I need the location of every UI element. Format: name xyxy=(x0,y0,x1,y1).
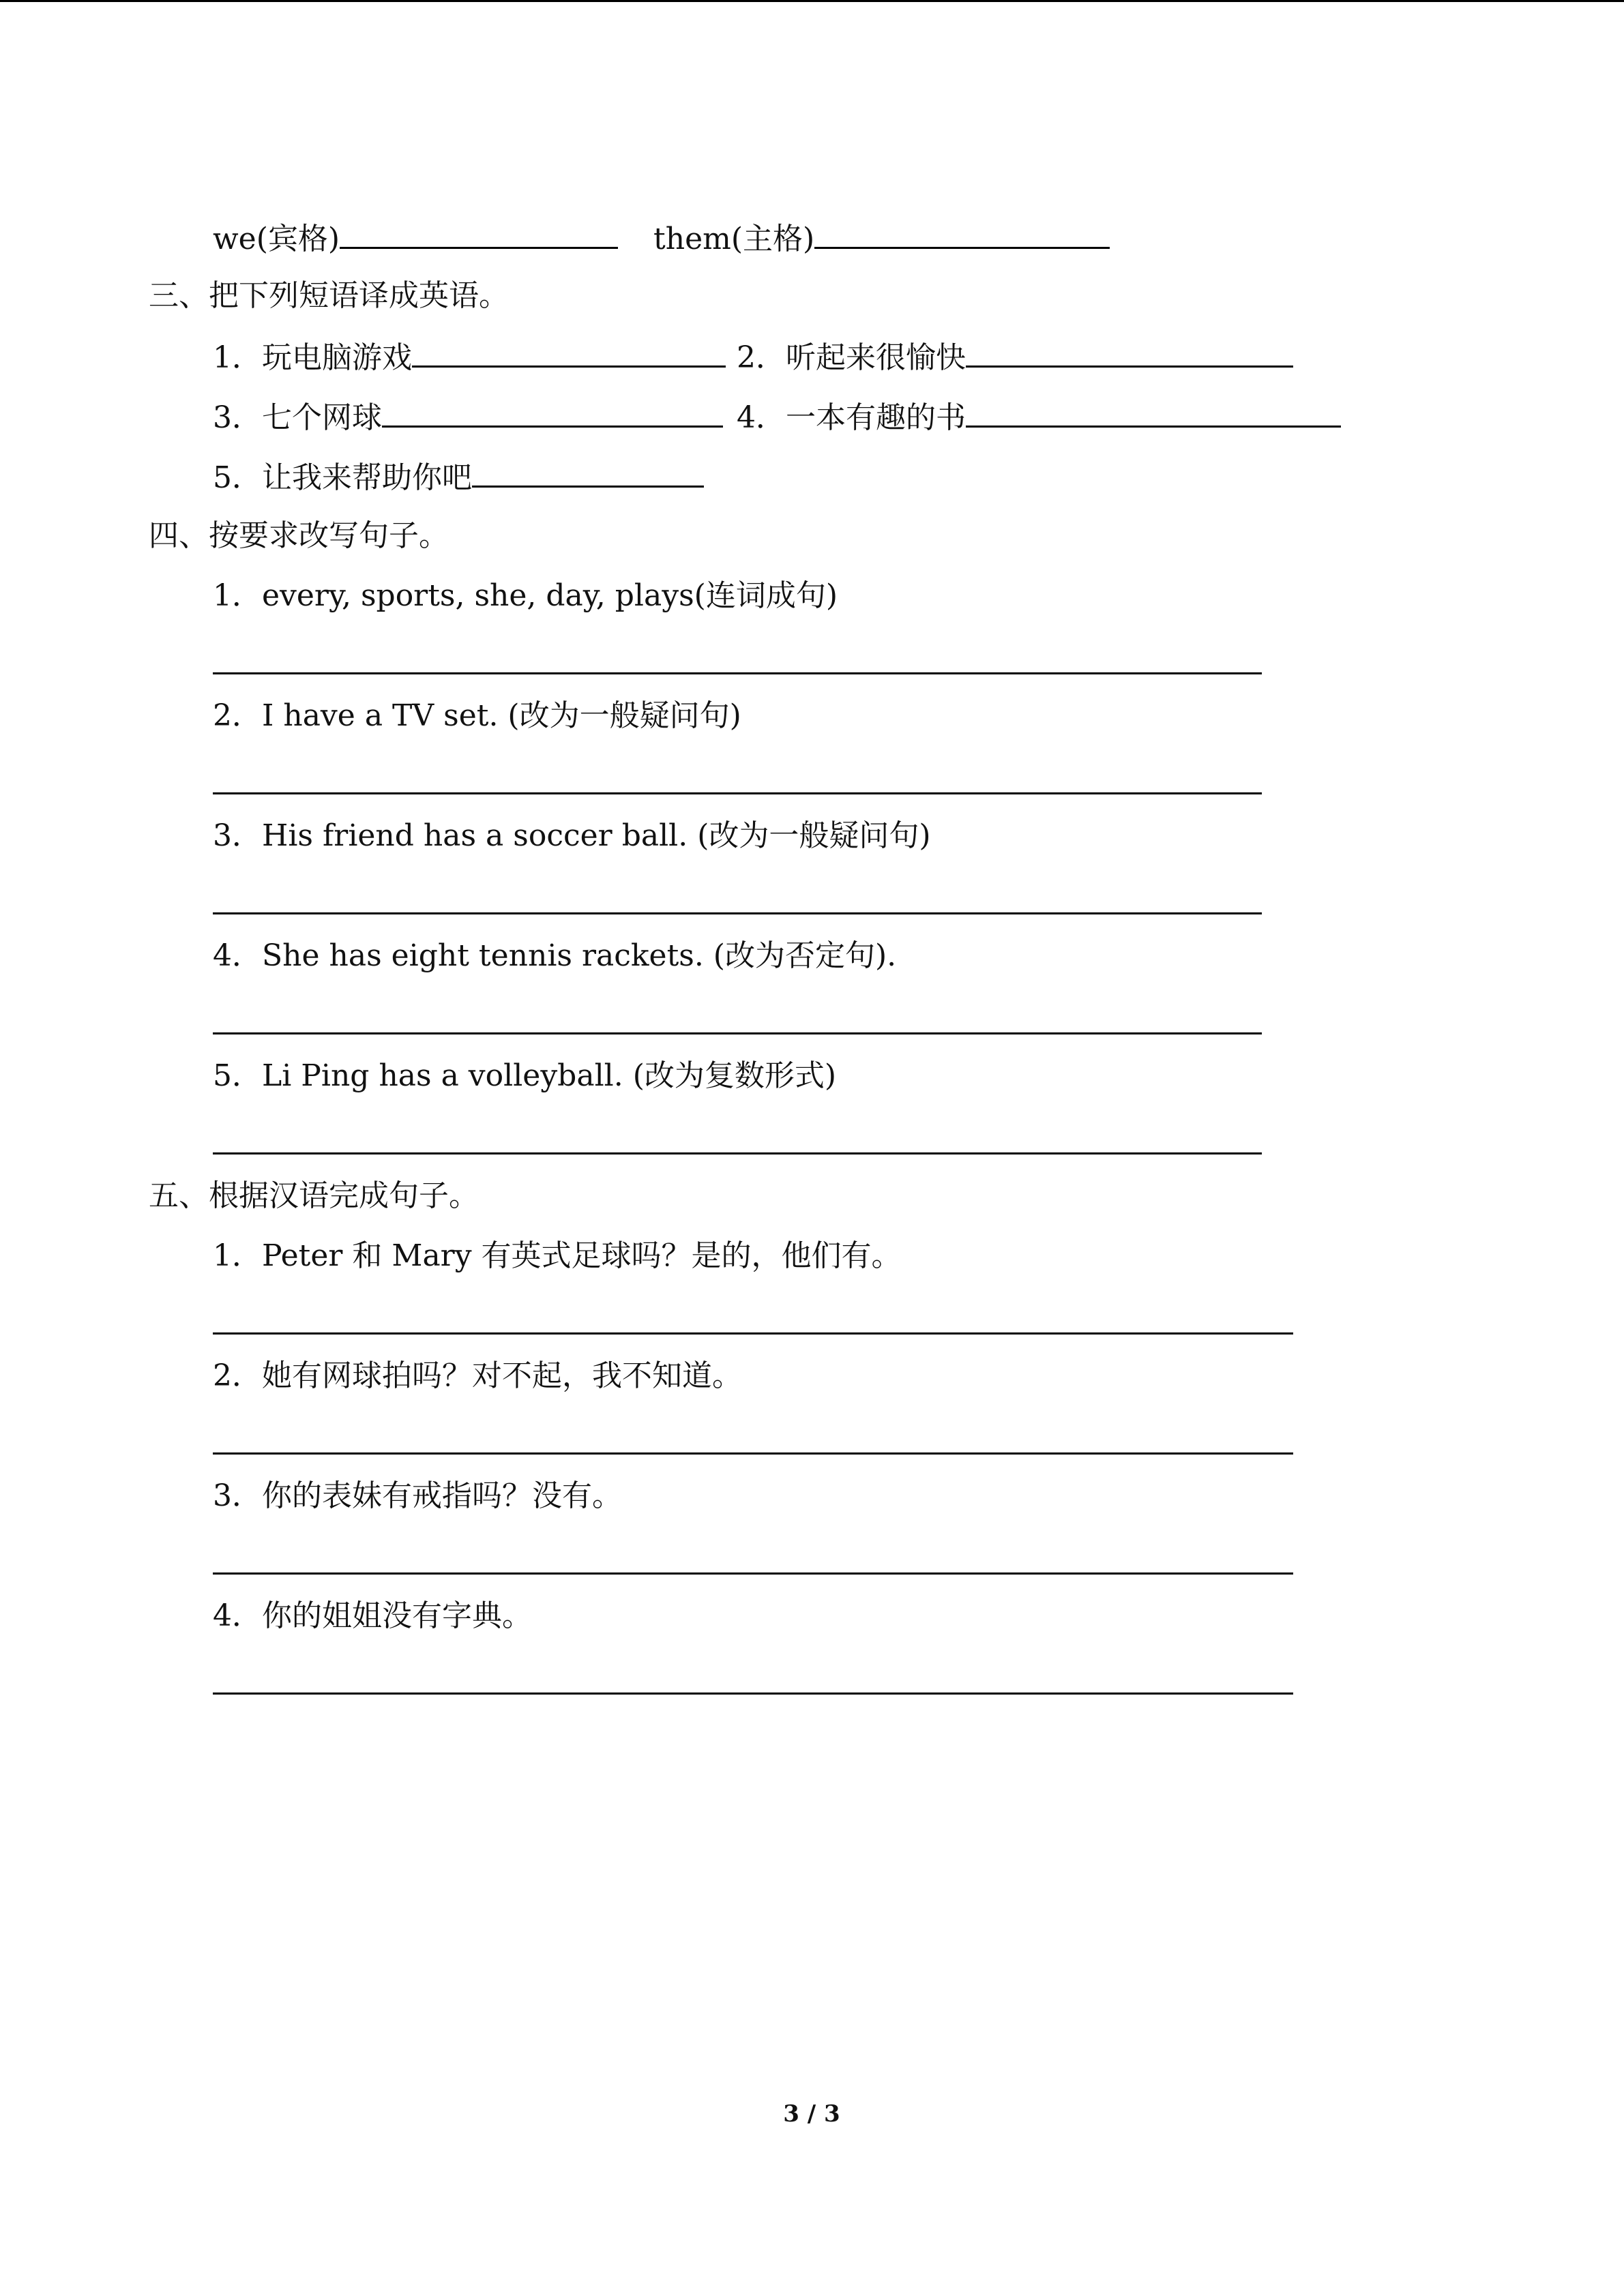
pronoun-them-label: them(主格) xyxy=(653,222,815,256)
answer-blank[interactable] xyxy=(340,217,618,249)
rewrite-item-4: 4．She has eight tennis rackets. (改为否定句). xyxy=(213,938,897,973)
pronoun-we-label: we(宾格) xyxy=(213,222,340,256)
answer-blank[interactable] xyxy=(966,396,1341,428)
answer-blank[interactable] xyxy=(966,336,1293,368)
rewrite-item-3: 3．His friend has a soccer ball. (改为一般疑问句) xyxy=(213,818,931,853)
page-number: 3 / 3 xyxy=(783,2100,840,2128)
section-5-heading: 五、根据汉语完成句子。 xyxy=(149,1178,479,1213)
phrase-item-4: 4．一本有趣的书 xyxy=(737,396,1341,438)
rewrite-item-1: 1．every, sports, she, day, plays(连词成句) xyxy=(213,578,838,613)
translate-item-4: 4．你的姐姐没有字典。 xyxy=(213,1598,532,1633)
answer-line[interactable] xyxy=(213,1693,1293,1695)
answer-line[interactable] xyxy=(213,672,1262,674)
translate-item-2: 2．她有网球拍吗？对不起，我不知道。 xyxy=(213,1358,742,1393)
answer-blank[interactable] xyxy=(412,336,726,368)
rewrite-item-2: 2．I have a TV set. (改为一般疑问句) xyxy=(213,698,741,733)
top-border xyxy=(0,0,1624,2)
answer-blank[interactable] xyxy=(814,217,1110,249)
phrase-item-1: 1．玩电脑游戏 xyxy=(213,336,726,378)
answer-line[interactable] xyxy=(213,1152,1262,1154)
phrase-item-5: 5．让我来帮助你吧 xyxy=(213,456,704,498)
phrase-item-2: 2．听起来很愉快 xyxy=(737,336,1293,378)
section-4-heading: 四、按要求改写句子。 xyxy=(149,518,449,553)
section-3-heading: 三、把下列短语译成英语。 xyxy=(149,278,509,313)
answer-line[interactable] xyxy=(213,1332,1293,1335)
answer-line[interactable] xyxy=(213,912,1262,914)
answer-line[interactable] xyxy=(213,1572,1293,1575)
phrase-item-3: 3．七个网球 xyxy=(213,396,723,438)
answer-blank[interactable] xyxy=(382,396,723,428)
rewrite-item-5: 5．Li Ping has a volleyball. (改为复数形式) xyxy=(213,1058,837,1093)
translate-item-3: 3．你的表妹有戒指吗？没有。 xyxy=(213,1478,622,1513)
answer-line[interactable] xyxy=(213,792,1262,794)
pronoun-row xyxy=(213,217,1110,260)
answer-blank[interactable] xyxy=(472,456,704,488)
answer-line[interactable] xyxy=(213,1032,1262,1034)
answer-line[interactable] xyxy=(213,1452,1293,1455)
translate-item-1: 1．Peter 和 Mary 有英式足球吗？是的，他们有。 xyxy=(213,1238,902,1273)
